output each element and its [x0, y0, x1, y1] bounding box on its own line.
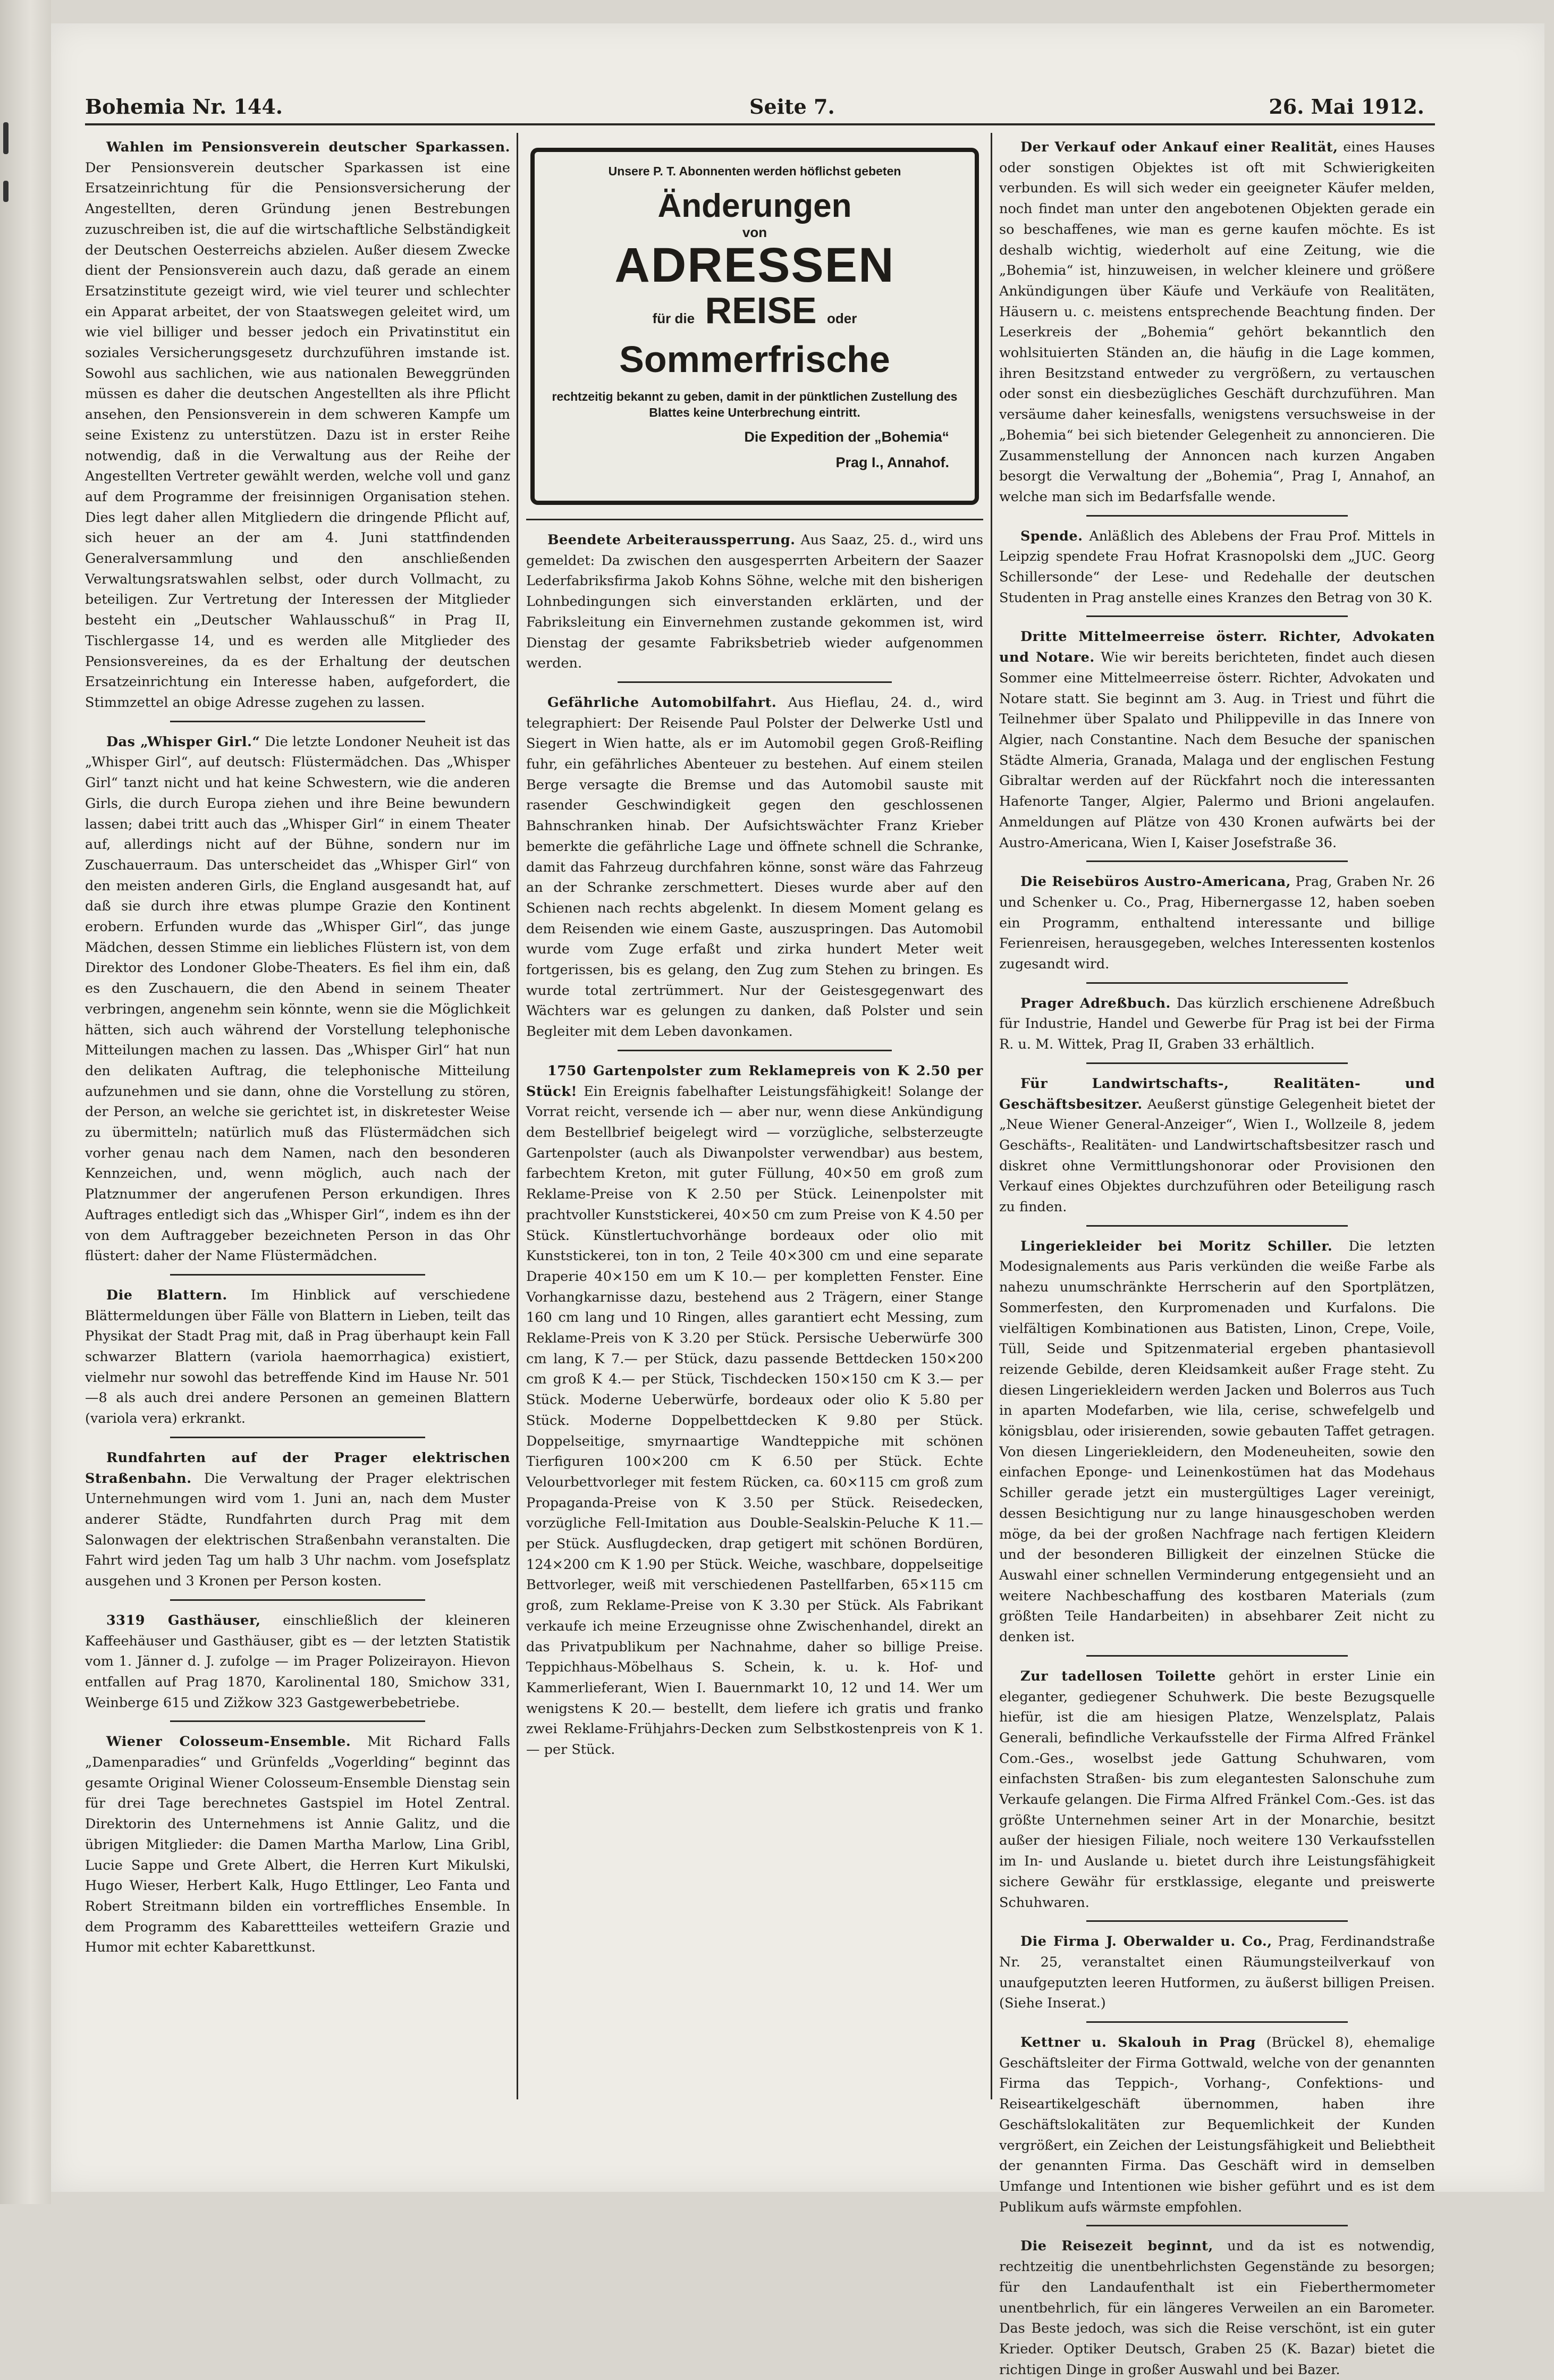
article-heading: Die Reisezeit beginnt,: [1020, 2238, 1213, 2255]
article-text: Aus Hieflau, 24. d., wird telegraphiert: Der Reisende Paul Polster der Delwerke Ustl und Siegert in Wien hatte, als er im Automobil gegen Groß-Reifling fuhr, ein gefährliches Abenteuer zu bestehen. Auf einem steilen Berge versagte die Bremse und das Automobil sauste mit rasender Geschwindigkeit gegen den geschlossenen Bahnschranken hinab. Der Aufsichtswächter Franz Krieber bemerkte die gefährliche Lage und öffnete schnell die Schranke, damit das Fahrzeug durchfahren könne, sonst wäre das Fahrzeug an der Schranke zerschmettert. Dieses wurde aber auf den Schienen nach rechts abgelenkt. In diesem Moment gelang es dem Reisenden wie einem Gaste, auszuspringen. Das Automobil wurde vom Zuge erfaßt und zirka hundert Meter weit fortgerissen, bis es gelang, den Zug zum Stehen zu bringen. Es wurde total zertrümmert. Nur der Geistesgegenwart des Wächters war es gelungen zu danken, daß Polster und sein Begleiter mit dem Leben davonkamen.: [526, 694, 983, 1040]
article: [999, 627, 1435, 853]
article-text: Die letzten Modesignalements aus Paris verkünden die weiße Farbe als nahezu unumschränkte Herrscherin auf den Sportplätzen, Sommerfesten, den Kurpromenaden und Kurfalons. Die vielfältigen Kombinationen aus Batisten, Linon, Crepe, Voile, Tüll, Seide und Spitzenmaterial ergeben phantasievoll reizende Gebilde, deren Kleidsamkeit außer Frage steht. Zu diesen Lingeriekleidern werden Jacken und Bolerros aus Tuch in aparten Modefarben, wie lila, cerise, schwefelgelb und königsblau, oder irisierenden, sowie gebauten Taffet getragen. Von diesen Lingeriekleidern, den Modeneuheiten, sowie den einfachen Eponge- und Leinenkostümen hat das Modehaus Schiller gerade jetzt ein mustergültiges Lager vereinigt, dessen Besichtigung nur zu lange hinausgeschoben werden möge, da bei der großen Nachfrage nach fertigen Kleidern und der besonderen Billigkeit der einzelnen Stücke die Auswahl einer schnellen Verminderung entgegensieht und an weitere Nachbeschaffung des kostbaren Materials (zum größten Teile Handarbeiten) in absehbarer Zeit nicht zu denken ist.: [999, 1238, 1435, 1645]
article-text: (Brückel 8), ehemalige Geschäftsleiter der Firma Gottwald, welche von der genannten Firma das Teppich-, Vorhang-, Confektions- und Reiseartikelgeschäft übernommen, haben ihre Geschäftslokalitäten zur Bequemlichkeit der Kunden vergrößert, ein Zeichen der Leistungsfähigkeit und Beliebtheit der genannten Firma. Das Geschäft wird in demselben Umfange und Intentionen wie bisher geführt und es ist dem Publikum aufs wärmste empfohlen.: [999, 2035, 1435, 2215]
article-heading: Die Firma J. Oberwalder u. Co.,: [1020, 1934, 1272, 1950]
issue-date: 26. Mai 1912.: [1269, 95, 1424, 119]
article: [999, 1666, 1435, 1913]
article-rule: [1086, 982, 1348, 984]
article: [999, 526, 1435, 609]
article-heading: Dritte Mittelmeerreise österr. Richter, Advokaten und Notare.: [999, 629, 1435, 666]
notice-reise: REISE: [705, 290, 817, 331]
article: [999, 2236, 1435, 2380]
notice-adressen: ADRESSEN: [614, 238, 895, 292]
article: [85, 1610, 510, 1714]
article-rule: [1086, 860, 1348, 862]
article: [85, 1285, 510, 1429]
article-rule: [170, 1274, 425, 1276]
article-heading: 3319 Gasthäuser,: [106, 1612, 261, 1628]
page-header: [85, 89, 1424, 126]
article-heading: Wiener Colosseum-Ensemble.: [106, 1734, 351, 1750]
article: [526, 693, 983, 1042]
article: [999, 2032, 1435, 2217]
page-number: Seite 7.: [749, 95, 835, 119]
article-heading: Rundfahrten auf der Prager elektrischen Straßenbahn.: [85, 1449, 510, 1487]
article-rule: [1086, 1655, 1348, 1657]
article-heading: Wahlen im Pensionsverein deutscher Sparkassen.: [106, 139, 510, 155]
article: [999, 872, 1435, 975]
notice-reise-line: [544, 291, 965, 337]
notice-sommerfrische: Sommerfrische: [619, 339, 890, 380]
notice-address: Prag I., Annahof.: [835, 454, 949, 470]
article-rule: [170, 1437, 425, 1438]
article-heading: Beendete Arbeiteraussperrung.: [547, 532, 796, 548]
notice-intro: Unsere P. T. Abonnenten werden höflichst gebeten: [608, 164, 901, 178]
article-text: Ein Ereignis fabelhafter Leistungsfähigkeit! Solange der Vorrat reicht, versende ich — aber nur, wenn diese Ankündigung dem Bestellbrief beigelegt wird — vorzügliche, selbsterzeugte Gartenpolster (auch als Diwanpolster verwendbar) aus bestem, farbechtem Kreton, mit guter Füllung, 40×50 em groß zum Reklame-Preise von K 2.50 per Stück. Leinenpolster mit prachtvoller Kunststickerei, 40×50 cm zum Preise von K 4.50 per Stück. Künstlertuchvorhänge bordeaux oder olio mit Kunststickerei, ton in ton, 2 Teile 40×300 cm und eine separate Draperie 40×150 em um K 10.— per kompletten Fenster. Eine Vorhangkarnisse dazu, bestehend aus 2 Trägern, einer Stange 160 cm lang und 10 Ringen, alles garantiert echt Messing, zum Reklame-Preis von K 3.20 per Stück. Persische Ueberwürfe 300 cm lang, K 7.— per Stück, dazu passende Bettdecken 150×200 cm groß K 4.— per Stück, Tischdecken 150×150 cm K 3.— per Stück. Moderne Ueberwürfe, bordeaux oder olio K 5.80 per Stück. Moderne Doppelbettdecken K 9.80 per Stück. Doppelseitige, smyrnaartige Wandteppiche mit schönen Tierfiguren 100×200 cm K 6.50 per Stück. Echte Velourbettvorleger mit festem Rücken, ca. 60×115 cm groß zum Propaganda-Preise von K 3.50 per Stück. Reisedecken, vorzügliche Fell-Imitation aus Double-Sealskin-Peluche K 11.— per Stück. Ausflugdecken, drap getigert mit schönen Bordüren, 124×200 cm K 1.90 per Stück. Weiche, waschbare, doppelseitige Bettvorleger, weiß mit verschiedenen Pastellfarben, 65×115 cm groß, zum Reklame-Preise von K 3.30 per Stück. Als Fabrikant verkaufe ich meine Erzeugnisse ohne Zwischenhandel, direkt an das Privatpublikum per Nachnahme, daher so billige Preise. Teppichhaus-Möbelhaus S. Schein, k. u. k. Hof- und Kammerlieferant, Wien I. Bauernmarkt 10, 12 und 14. Wer um wenigstens K 20.— bestellt, dem liefere ich gratis und franko zwei Reklame-Frühjahrs-Decken zum Selbstkostenpreis von K 1.— per Stück.: [526, 1083, 983, 1758]
article-text: Das kürzlich erschienene Adreßbuch für Industrie, Handel und Gewerbe für Prag ist bei der Firma R. u. M. Wittek, Prag II, Graben 33 erhältlich.: [999, 995, 1435, 1053]
article-heading: 1750 Gartenpolster zum Reklamepreis von K 2.50 per Stück!: [526, 1062, 983, 1100]
article-heading: Der Verkauf oder Ankauf einer Realität,: [1020, 139, 1338, 155]
binding-mark: [3, 122, 9, 154]
article: [526, 530, 983, 674]
article-text: Der Pensionsverein deutscher Sparkassen ist eine Ersatzeinrichtung für die Pensionsversicherung der Angestellten, deren Gründung jenen Bestrebungen zuzuschreiben ist, die auf die wirtschaftliche Selbständigkeit der Deutschen Oesterreichs abzielen. Außer diesem Zwecke dient der Pensionsverein auch dazu, daß gerade an einem Ersatzinstitute gezeigt wird, wie viel teurer und schlechter ein Apparat arbeitet, der von Staatswegen geleitet wird, um wie viel billiger und besser jedoch ein Privatinstitut ein soziales Versicherungsgesetz durchzuführen imstande ist. Sowohl aus sachlichen, wie aus nationalen Beweggründen müssen es daher die deutschen Angestellten als ihre Pflicht ansehen, den Pensionsverein in dem schweren Kampfe um seine Existenz zu unterstützen. Dazu ist in erster Reihe notwendig, daß in die Verwaltung aus der Reihe der Angestellten Vertreter gewählt werden, welche voll und ganz auf dem Programme der freisinnigen Organisation stehen. Dies legt daher allen Mitgliedern die dringende Pflicht auf, sich heuer an der am 4. Juni stattfindenden Generalversammlung und den anschließenden Verwaltungsratswahlen selbst, oder durch Vollmacht, zu beteiligen. Zur Vertretung der Interessen der Mitglieder besteht ein „Deutscher Wahlausschuß“ in Prag II, Tischlergasse 14, und es werden alle Mitglieder des Pensionsvereines, da es der Erhaltung der deutschen Ersatzeinrichtung ein Interesse haben, aufgefordert, die Stimmzettel an obige Adresse zugehen zu lassen.: [85, 159, 510, 711]
article-text: Prag, Ferdinandstraße Nr. 25, veranstaltet einen Räumungsteilverkauf von unaufgeputzten leeren Hutformen, zu äußerst billigen Preisen. (Siehe Inserat.): [999, 1934, 1435, 2012]
article: [999, 137, 1435, 508]
article-text: Die Verwaltung der Prager elektrischen Unternehmungen wird vom 1. Juni an, nach dem Muster anderer Städte, Rundfahrten durch Prag mit dem Salonwagen der elektrischen Straßenbahn veranstalten. Die Fahrt wird jeden Tag um halb 3 Uhr nachm. vom Josefsplatz ausgehen und 3 Kronen per Person kosten.: [85, 1470, 510, 1590]
article: [999, 1236, 1435, 1648]
article-heading: Das „Whisper Girl.“: [106, 733, 260, 750]
article-rule: [1086, 1920, 1348, 1922]
notice-von: von: [742, 224, 767, 240]
issue-label: Bohemia Nr. 144.: [85, 95, 283, 119]
column-1: [85, 137, 510, 2104]
article: [999, 1931, 1435, 2014]
article-heading: Prager Adreßbuch.: [1020, 995, 1171, 1011]
binding-mark: [3, 181, 9, 202]
header-rule: [85, 123, 1435, 125]
article-text: Aeußerst günstige Gelegenheit bietet der „Neue Wiener General-Anzeiger“, Wien I., Wollzeile 8, jedem Geschäfts-, Realitäten- und Landwirtschaftsbesitzer rasch und diskret ohne Vermittlungshonorar oder Provisionen den Verkauf eines Objektes durchzuführen oder Beteiligung rasch zu finden.: [999, 1096, 1435, 1216]
notice-fuer: für die: [652, 310, 695, 326]
article-rule: [618, 1050, 892, 1051]
article-text: Aus Saaz, 25. d., wird uns gemeldet: Da zwischen den ausgesperrten Arbeitern der Saazer Lederfabriksfirma Jakob Kohns Söhne, welche mit den bisherigen Lohnbedingungen sich einverstanden erklärten, und der Fabriksleitung ein Einvernehmen zustande gekommen ist, wird Dienstag der gesamte Fabriksbetrieb wieder aufgenommen werden.: [526, 532, 984, 672]
subscriber-notice: [530, 148, 979, 505]
article-rule: [1086, 2225, 1348, 2226]
article-text: eines Hauses oder sonstigen Objektes ist oft mit Schwierigkeiten verbunden. Es will sich weder ein geeigneter Käufer melden, noch findet man unter den angebotenen Objekten gerade ein so beschaffenes, wie man es gerne kaufen möchte. Es ist deshalb wichtig, wiederholt auf eine Zeitung, wie die „Bohemia“ ist, hinzuweisen, in welcher kleinere und größere Ankündigungen über Käufe und Verkäufe von Realitäten, Häusern u. c. meistens entsprechende Beachtung finden. Der Leserkreis der „Bohemia“ gehört bekanntlich den wohlsituierten Ständen an, die häufig in die Lage kommen, ihren Besitzstand entweder zu vergrößern, zu vertauschen oder sonst ein diesbezügliches Geschäft durchzuführen. Man versäume daher keinesfalls, wenigstens versuchsweise in der „Bohemia“ bei sich bietender Gelegenheit zu annoncieren. Die Zusammenstellung der Annoncen nach kurzen Angaben besorgt die Verwaltung der „Bohemia“, Prag I, Annahof, an welche man sich im Bedarfsfalle wende.: [999, 139, 1435, 505]
article-rule: [1086, 1062, 1348, 1064]
article-rule: [1086, 615, 1348, 617]
notice-heading: Änderungen: [657, 188, 852, 224]
notice-body: rechtzeitig bekannt zu geben, damit in der pünktlichen Zustellung des Blattes keine Unterbrechung eintritt.: [552, 390, 958, 419]
article-heading: Kettner u. Skalouh in Prag: [1020, 2035, 1256, 2051]
article-rule: [618, 681, 892, 683]
column-2: [526, 137, 983, 2104]
column-divider: [517, 133, 518, 2099]
article: [85, 1732, 510, 1958]
article-text: Wie wir bereits berichteten, findet auch diesen Sommer eine Mittelmeerreise österr. Richter, Advokaten und Notare statt. Sie beginnt am 3. Aug. in Triest und führt die Teilnehmer über Spalato und Philippeville in das Innere von Algier, nach Constantine. Nach dem Besuche der spanischen Städte Almeria, Granada, Malaga und der englischen Festung Gibraltar werden auf der Rückfahrt noch die interessanten Hafenorte Tanger, Algier, Palermo und Brioni angelaufen. Anmeldungen auf Plätze von 430 Kronen aufwärts bei der Austro-Americana, Wien I, Kaiser Josefstraße 36.: [999, 649, 1435, 851]
column-divider: [991, 133, 992, 2099]
article-heading: Die Blattern.: [106, 1287, 227, 1303]
article-heading: Lingeriekleider bei Moritz Schiller.: [1020, 1238, 1333, 1254]
article-heading: Die Reisebüros Austro-Americana,: [1020, 874, 1291, 890]
section-rule: [526, 519, 983, 520]
article-text: einschließlich der kleineren Kaffeehäuser und Gasthäuser, gibt es — der letzten Statistik vom 1. Jänner d. J. zufolge — im Prager Polizeirayon. Hievon entfallen auf Prag 1870, Karolinental 180, Smichow 331, Weinberge 615 und Zižkow 323 Gastgewerbebetriebe.: [85, 1612, 510, 1711]
article-text: Anläßlich des Ablebens der Frau Prof. Mittels in Leipzig spendete Frau Hofrat Krasnopolski dem „JUC. Georg Schillersonde“ der Lese- und Redehalle der deutschen Studenten in Prag anstelle eines Kranzes den Betrag von 30 K.: [999, 528, 1435, 606]
article-heading: Zur tadellosen Toilette: [1020, 1668, 1216, 1684]
article: [85, 732, 510, 1267]
article-text: gehört in erster Linie ein eleganter, gediegener Schuhwerk. Die beste Bezugsquelle hiefür, ist die am hiesigen Platze, Wenzelsplatz, Palais Generali, befindliche Verkaufsstelle der Firma Alfred Fränkel Com.-Ges., woselbst jede Gattung Schuhwaren, vom einfachsten Straßen- bis zum elegantesten Salonschuhe zum Verkaufe gelangen. Die Firma Alfred Fränkel Com.-Ges. ist das größte Unternehmen seiner Art in der Monarchie, besitzt außer der hiesigen Filiale, noch weitere 130 Verkaufsstellen im In- und Auslande u. bietet durch ihre Leistungsfähigkeit sichere Gewähr für erstklassige, elegante und preiswerte Schuhwaren.: [999, 1668, 1435, 1911]
article-rule: [170, 721, 425, 722]
article-heading: Für Landwirtschafts-, Realitäten- und Geschäftsbesitzer.: [999, 1075, 1435, 1112]
notice-oder: oder: [827, 310, 857, 326]
page-binding: [0, 0, 51, 2204]
article-text: Im Hinblick auf verschiedene Blättermeldungen über Fälle von Blattern in Lieben, teilt das Physikat der Stadt Prag mit, daß in Prag überhaupt kein Fall schwarzer Blattern (variola haemorrhagica) existiert, vielmehr nur sowohl das betreffende Kind im Hause Nr. 501—8 als auch drei andere Personen an gemeinen Blattern (variola vera) erkrankt.: [85, 1287, 510, 1427]
article: [999, 993, 1435, 1055]
article: [999, 1074, 1435, 1218]
article: [85, 137, 510, 713]
article-rule: [170, 1720, 425, 1722]
article-rule: [1086, 2021, 1348, 2023]
article-text: und da ist es notwendig, rechtzeitig die unentbehrlichsten Gegenstände zu besorgen; für den Landaufenthalt ist ein Fieberthermometer unentbehrlich, für ein längeres Verweilen an ein Barometer. Das Beste jedoch, was sich die Reise verschönt, ist ein guter Krieder. Optiker Deutsch, Graben 25 (K. Bazar) bietet die richtigen Dinge in großer Auswahl und bei Bazer.: [999, 2238, 1435, 2378]
article-heading: Spende.: [1020, 528, 1083, 544]
article-rule: [1086, 1225, 1348, 1227]
notice-signature: Die Expedition der „Bohemia“: [744, 429, 949, 445]
article-heading: Gefährliche Automobilfahrt.: [547, 694, 777, 711]
column-3: [999, 137, 1435, 2378]
column-2-articles: [526, 530, 983, 1760]
article-text: Prag, Graben Nr. 26 und Schenker u. Co., Prag, Hibernergasse 12, haben soeben ein Programm, enthaltend interessante und billige Ferienreisen, herausgegeben, welches Interessenten kostenlos zugesandt wird.: [999, 874, 1435, 973]
article: [526, 1061, 983, 1760]
article-rule: [1086, 515, 1348, 517]
article-text: Mit Richard Falls „Damenparadies“ und Grünfelds „Vogerlding“ beginnt das gesamte Original Wiener Colosseum-Ensemble Dienstag sein für drei Tage berechnetes Gastspiel im Hotel Zentral. Direktorin des Unternehmens ist Annie Galitz, und die übrigen Mitglieder: die Damen Martha Marlow, Lina Gribl, Lucie Sappe und Grete Albert, die Herren Kurt Mikulski, Hugo Wieser, Herbert Kalk, Hugo Ettlinger, Leo Fanta und Robert Streitmann bilden ein vortreffliches Ensemble. In dem Programm des Kabarettteiles wetteifern Grazie und Humor mit echter Kabarettkunst.: [85, 1734, 510, 1956]
article-rule: [170, 1599, 425, 1601]
article-text: Die letzte Londoner Neuheit ist das „Whisper Girl“, auf deutsch: Flüstermädchen. Das „Whisper Girl“ tanzt nicht und hat keine Schwestern, wie die anderen Girls, die durch Europa ziehen und ihre Beine bewundern lassen; dabei tritt auch das „Whisper Girl“ in einem Theater auf, allerdings nicht auf der Bühne, sondern nur im Zuschauerraum. Das unterscheidet das „Whisper Girl“ von den meisten anderen Girls, die England ausgesandt hat, auf daß sie durch ihre etwas plumpe Grazie den Kontinent erobern. Erfunden wurde das „Whisper Girl“, das junge Mädchen, dessen Stimme ein liebliches Flüstern ist, von dem Direktor des Londoner Globe-Theaters. Es fiel ihm ein, daß es den Zuschauern, die den Abend in seinem Theater verbringen, angenehm sein könnte, wenn sie die Möglichkeit hätten, sich auch während der Vorstellung telephonische Mitteilungen machen zu lassen. Das „Whisper Girl“ hat nun den delikaten Auftrag, die telephonische Mitteilung aufzunehmen und sie dann, ohne die Vorstellung zu stören, der Person, an welche sie gerichtet ist, in diskretester Weise zu übermitteln; natürlich muß das Flüstermädchen sich vorher genau nach dem Namen, nach den besonderen Kennzeichen, und, wenn möglich, auch nach der Platznummer der angerufenen Person erkundigen. Ihres Auftrages entledigt sich das „Whisper Girl“, indem es ihn der von dem Auftraggeber bezeichneten Person in das Ohr flüstert: daher der Name Flüstermädchen.: [85, 733, 510, 1264]
article: [85, 1448, 510, 1592]
